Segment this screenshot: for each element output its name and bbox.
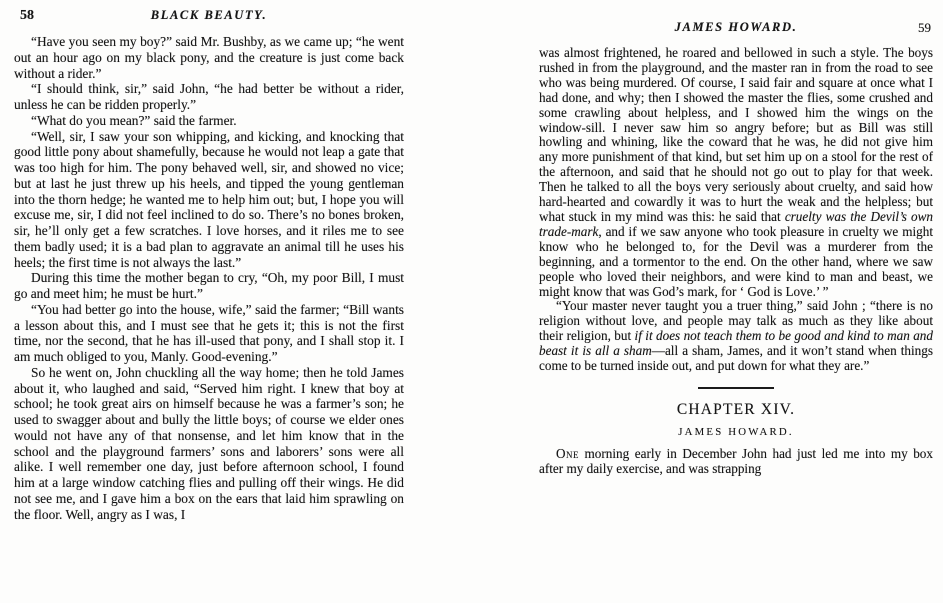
text-segment: cruelty was the Devil’s own trade-mark: [539, 208, 933, 239]
chapter-subtitle: JAMES HOWARD.: [678, 425, 794, 438]
left-page-body: [14, 34, 404, 522]
text-segment: “Your master never taught you a truer thing,” said John ; “there is no religion without love, and people may talk as much as they like about their religion, but: [539, 298, 933, 344]
paragraph: [539, 46, 933, 299]
text-segment: “Have you seen my boy?” said Mr. Bushby, as we came up; “he went out an hour ago on my black pony, and the creature is just come back without a rider.”: [14, 34, 404, 81]
section-divider: [698, 387, 774, 389]
page-59: [539, 20, 933, 477]
text-segment: “You had better go into the house, wife,” said the farmer; “Bill wants a lesson about this, and I must see that he gets it; this is not the first time, nor the second, that he has ill-used that pony, and I shall stop it. I am much obliged to you, Manly. Good-evening.”: [14, 301, 404, 364]
page-59-header: [539, 20, 933, 40]
paragraph: [539, 299, 933, 374]
page-number-right: 59: [918, 20, 931, 35]
text-segment: So he went on, John chuckling all the way home; then he told James about it, who laughed and said, “Served him right. I knew that boy at school; he took great airs on himself because he was a farmer’s son; he used to swagger about and bully the little boys; of course we elder ones would not have any of that nonsense, and let him know that in the school and the playground farmers’ sons and laborers’ sons were all alike. I well remember one day, just before afternoon school, I found him at a large window catching flies and pulling off their wings. He did not see me, and I gave him a box on the ears that laid him sprawling on the floor. Well, angry as I was, I: [14, 364, 404, 522]
text-segment: was almost frightened, he roared and bellowed in such a style. The boys rushed in from the playground, and the master ran in from the road to see who was being murdered. Of course, I said fair and square at once what I had done, and why; then I showed the master the flies, some crushed and some crawling about helpless, and I showed him the wings on the window-sill. I never saw him so angry before; but as Bill was still howling and whining, like the coward that he was, he did not give him any more punishment of that kind, but set him up on a stool for the rest of the afternoon, and said that he should not go out to play for that week. Then he talked to all the boys very seriously about cruelty, and said how hard-hearted and cowardly it was to hurt the weak and the helpless; but what stuck in my mind was this: he said that: [539, 45, 933, 224]
text-segment: “I should think, sir,” said John, “he had better be without a rider, unless he can be ridden properly.”: [14, 81, 404, 112]
paragraph: [539, 447, 933, 477]
page-number-left: 58: [20, 8, 34, 23]
running-title-left: BLACK BEAUTY.: [150, 8, 268, 22]
paragraph: [14, 34, 404, 81]
text-segment: , and if we saw anyone who took pleasure in cruelty we might know who he belonged to, for the Devil was a murderer from the beginning, and a tormentor to the end. On the other hand, where we saw people who loved their neighbors, and were kind to man and beast, we might know that was God’s mark, for ‘ God is Love.’ ”: [539, 223, 933, 299]
paragraph: [14, 113, 404, 129]
paragraph: [14, 129, 404, 271]
paragraph: [14, 270, 404, 302]
paragraph: [14, 302, 404, 365]
text-segment: —all a sham, James, and it won’t stand when things come to be turned inside out, and put down for what they are.”: [539, 343, 933, 374]
text-segment: During this time the mother began to cry, “Oh, my poor Bill, I must go and meet him; he must be hurt.”: [14, 270, 404, 301]
text-segment: morning early in December John had just led me into my box after my daily exercise, and was strapping: [539, 445, 933, 476]
text-segment: “Well, sir, I saw your son whipping, and kicking, and knocking that good little pony about shamefully, because he would not leap a gate that was too high for him. The pony behaved well, sir, and showed no vice; but at last he just threw up his heels, and tipped the young gentleman into the thorn hedge; he wanted me to help him out; but, I hope you will excuse me, sir, I did not feel inclined to do so. There’s no bones broken, sir, he’ll only get a few scratches. I love horses, and it riles me to see them badly used; it is a bad plan to aggravate an animal till he uses his heels; the first time is not always the last.”: [14, 128, 404, 270]
right-page-body: [539, 46, 933, 374]
text-segment: “What do you mean?” said the farmer.: [31, 112, 237, 128]
page-58: [14, 8, 404, 522]
page-58-header: [14, 8, 404, 28]
paragraph: [14, 365, 404, 523]
text-segment: if it does not teach them to be good and kind to man and beast it is all a sham: [539, 328, 933, 359]
running-title-right: JAMES HOWARD.: [674, 20, 798, 34]
text-segment: One: [556, 445, 580, 461]
paragraph: [14, 81, 404, 113]
chapter-body: [539, 447, 933, 477]
chapter-heading: CHAPTER XIV.: [676, 400, 796, 418]
